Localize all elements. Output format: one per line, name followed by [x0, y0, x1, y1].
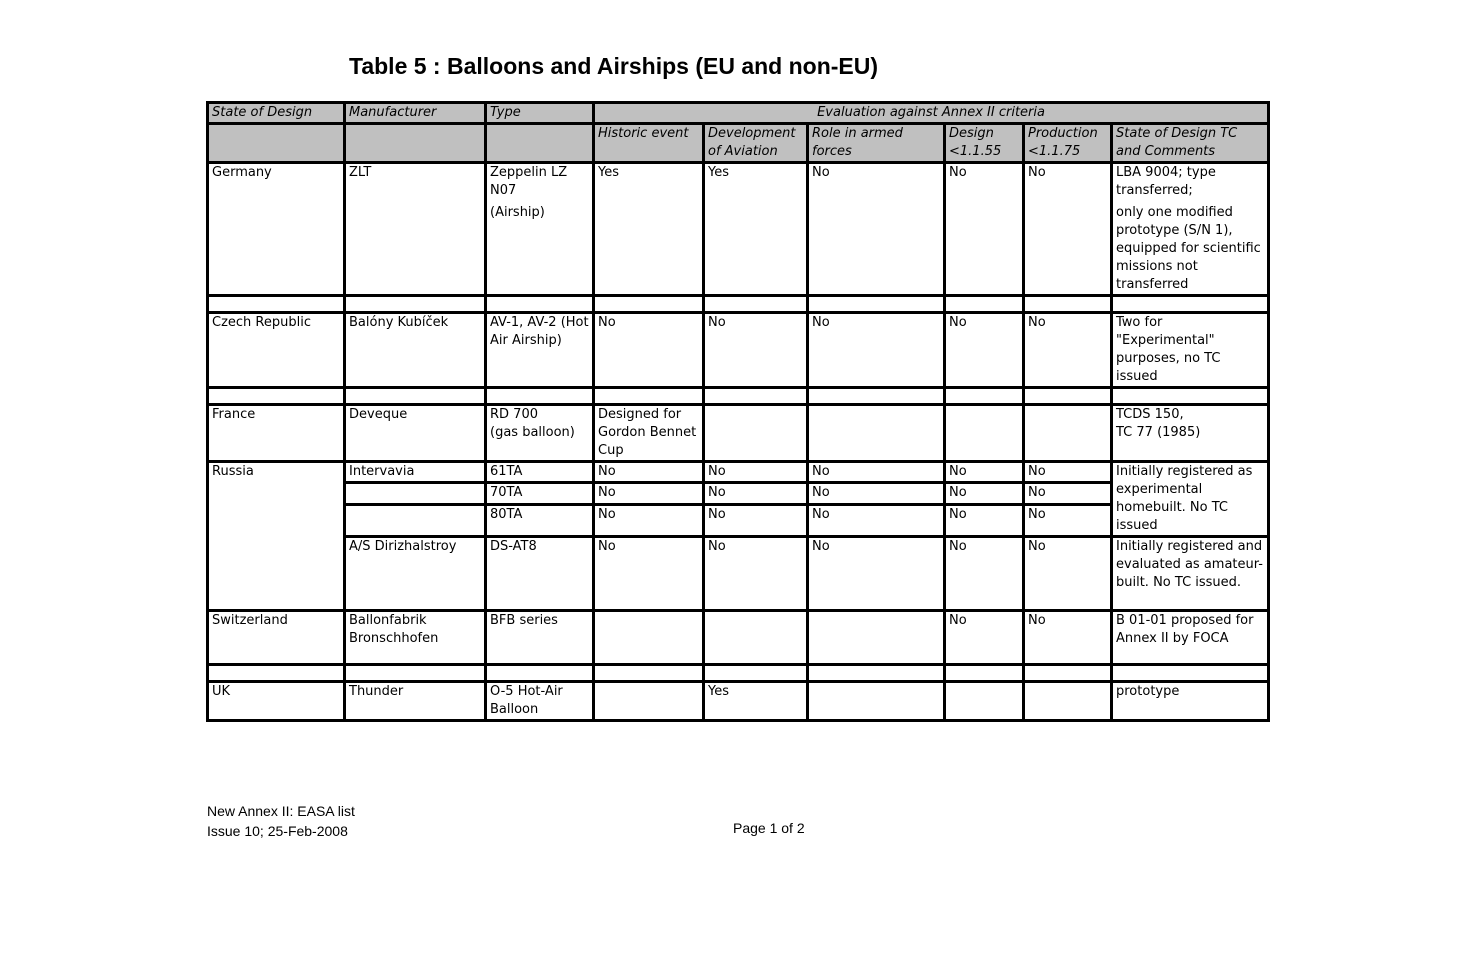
table-row [208, 462, 1269, 483]
cell-role [808, 611, 945, 665]
cell-design [945, 682, 1024, 721]
cell-historic: Designed for Gordon Bennet Cup [594, 405, 704, 462]
cell-design: No [945, 537, 1024, 611]
comments-line-2: TC 77 (1985) [1116, 425, 1201, 440]
spacer-row [208, 388, 1269, 405]
cell-state: Russia [208, 462, 345, 611]
cell-role [808, 405, 945, 462]
footer-annex-line: New Annex II: EASA list [207, 803, 355, 819]
cell-historic [594, 682, 704, 721]
cell-development: No [704, 504, 808, 536]
table-row [208, 163, 1269, 296]
cell-design [945, 405, 1024, 462]
table-row [208, 504, 1269, 536]
cell-comments: B 01-01 proposed for Annex II by FOCA [1112, 611, 1269, 665]
cell-type: 70TA [486, 483, 594, 504]
spacer-row [208, 296, 1269, 313]
cell-manufacturer: A/S Dirizhalstroy [345, 537, 486, 611]
table-row [208, 537, 1269, 611]
header-blank [486, 124, 594, 163]
header-role-armed-forces: Role in armed forces [808, 124, 945, 163]
cell-production [1024, 405, 1112, 462]
cell-state: France [208, 405, 345, 462]
cell-historic [594, 611, 704, 665]
cell-type [486, 405, 594, 462]
page-title: Table 5 : Balloons and Airships (EU and non-EU) [349, 53, 879, 79]
cell-comments: Two for "Experimental" purposes, no TC issued [1112, 313, 1269, 388]
cell-type: O-5 Hot-Air Balloon [486, 682, 594, 721]
header-row-2 [208, 124, 1269, 163]
cell-role: No [808, 483, 945, 504]
cell-manufacturer [345, 504, 486, 536]
cell-production: No [1024, 611, 1112, 665]
cell-type: BFB series [486, 611, 594, 665]
table-row [208, 313, 1269, 388]
header-design-date: Design <1.1.55 [945, 124, 1024, 163]
cell-manufacturer: Ballonfabrik Bronschhofen [345, 611, 486, 665]
cell-manufacturer: Deveque [345, 405, 486, 462]
cell-development [704, 405, 808, 462]
header-production-date: Production <1.1.75 [1024, 124, 1112, 163]
cell-historic: No [594, 483, 704, 504]
cell-role: No [808, 504, 945, 536]
footer-issue-line: Issue 10; 25-Feb-2008 [207, 823, 348, 839]
cell-role: No [808, 462, 945, 483]
balloons-airships-table [206, 101, 1270, 722]
table-row [208, 682, 1269, 721]
cell-comments: Initially registered as experimental homebuilt. No TC issued [1112, 462, 1269, 537]
cell-development: No [704, 313, 808, 388]
cell-historic: No [594, 504, 704, 536]
table-row [208, 405, 1269, 462]
cell-development: No [704, 483, 808, 504]
comments-line-1: LBA 9004; type transferred; [1116, 165, 1216, 198]
cell-state: Germany [208, 163, 345, 296]
cell-development: No [704, 462, 808, 483]
cell-design: No [945, 313, 1024, 388]
cell-production: No [1024, 462, 1112, 483]
type-line-2: (Airship) [490, 205, 545, 220]
header-state-of-design: State of Design [208, 103, 345, 124]
cell-manufacturer: Balóny Kubíček [345, 313, 486, 388]
cell-role: No [808, 313, 945, 388]
header-historic-event: Historic event [594, 124, 704, 163]
cell-type: 61TA [486, 462, 594, 483]
cell-type: AV-1, AV-2 (Hot Air Airship) [486, 313, 594, 388]
cell-design: No [945, 504, 1024, 536]
cell-comments [1112, 405, 1269, 462]
cell-development: No [704, 537, 808, 611]
header-evaluation: Evaluation against Annex II criteria [594, 103, 1269, 124]
header-development: Development of Aviation [704, 124, 808, 163]
comments-line-2: only one modified prototype (S/N 1), equipped for scientific missions not transferred [1116, 205, 1261, 292]
cell-state: Czech Republic [208, 313, 345, 388]
cell-design: No [945, 483, 1024, 504]
header-tc-comments: State of Design TC and Comments [1112, 124, 1269, 163]
cell-manufacturer [345, 483, 486, 504]
header-row-1 [208, 103, 1269, 124]
cell-production: No [1024, 537, 1112, 611]
page-number: Page 1 of 2 [733, 820, 805, 836]
table-row [208, 611, 1269, 665]
type-line-2: (gas balloon) [490, 425, 575, 440]
cell-role: No [808, 537, 945, 611]
cell-production: No [1024, 504, 1112, 536]
cell-role [808, 682, 945, 721]
cell-production: No [1024, 163, 1112, 296]
cell-historic: No [594, 462, 704, 483]
cell-comments: Initially registered and evaluated as amateur-built. No TC issued. [1112, 537, 1269, 611]
cell-role: No [808, 163, 945, 296]
type-line-1: Zeppelin LZ N07 [490, 165, 568, 198]
cell-design: No [945, 462, 1024, 483]
cell-state: Switzerland [208, 611, 345, 665]
cell-manufacturer: Thunder [345, 682, 486, 721]
footer-document-info [207, 801, 355, 841]
cell-type [486, 163, 594, 296]
cell-historic: No [594, 313, 704, 388]
cell-type: 80TA [486, 504, 594, 536]
cell-historic: Yes [594, 163, 704, 296]
cell-comments [1112, 163, 1269, 296]
cell-state: UK [208, 682, 345, 721]
cell-development: Yes [704, 682, 808, 721]
cell-manufacturer: Intervavia [345, 462, 486, 483]
header-blank [345, 124, 486, 163]
spacer-row [208, 665, 1269, 682]
comments-line-1: TCDS 150, [1116, 407, 1184, 422]
cell-production [1024, 682, 1112, 721]
cell-type: DS-AT8 [486, 537, 594, 611]
cell-historic: No [594, 537, 704, 611]
table-row [208, 483, 1269, 504]
cell-design: No [945, 611, 1024, 665]
cell-comments: prototype [1112, 682, 1269, 721]
cell-manufacturer: ZLT [345, 163, 486, 296]
header-type: Type [486, 103, 594, 124]
type-line-1: RD 700 [490, 407, 538, 422]
header-manufacturer: Manufacturer [345, 103, 486, 124]
cell-development: Yes [704, 163, 808, 296]
header-blank [208, 124, 345, 163]
cell-production: No [1024, 483, 1112, 504]
cell-design: No [945, 163, 1024, 296]
cell-production: No [1024, 313, 1112, 388]
cell-development [704, 611, 808, 665]
